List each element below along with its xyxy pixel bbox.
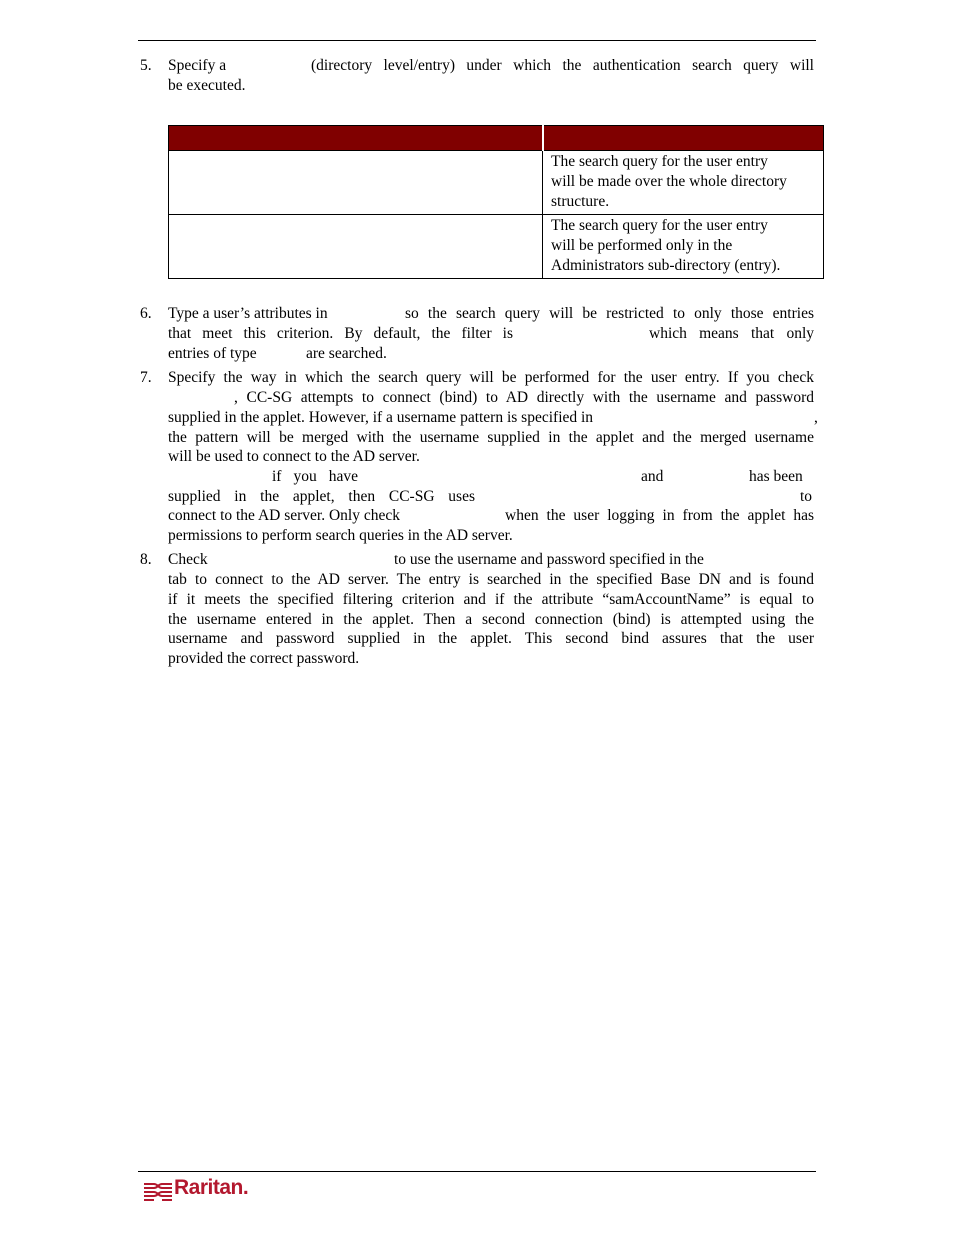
step-6-text: so the search query will be restricted to only those entries: [405, 305, 814, 322]
step-7-text: when the user logging in from the applet has: [505, 507, 814, 524]
step-7-text: if you have: [272, 468, 358, 485]
step-7-text: , CC-SG attempts to connect (bind) to AD directly with the username and password: [234, 389, 814, 406]
table-cell-example: [169, 151, 543, 215]
table-header-row: [169, 126, 824, 151]
step-7-text: Specify the way in which the search query will be performed for the user entry. If you check: [168, 369, 814, 386]
step-8-text: username and password supplied in the applet. This second bind assures that the user: [168, 630, 814, 647]
header-rule: [138, 40, 816, 41]
table-header-cell: [543, 126, 824, 151]
raritan-logo-text: Raritan.: [174, 1176, 249, 1199]
table-cell-description: The search query for the user entry will be made over the whole directory structure.: [543, 151, 824, 215]
step-6-text: are searched.: [306, 345, 387, 362]
step-6-text: entries of type: [168, 345, 257, 362]
table-header-cell: [169, 126, 543, 151]
step-7-text: supplied in the applet, then CC-SG uses: [168, 488, 475, 505]
step-8-text: to use the username and password specified in the: [394, 551, 704, 568]
step-8-number: 8.: [140, 551, 152, 568]
step-7-number: 7.: [140, 369, 152, 386]
step-8-text: Check: [168, 551, 208, 568]
step-7-text: permissions to perform search queries in the AD server.: [168, 527, 513, 544]
step-5-number: 5.: [140, 57, 152, 74]
step-6-text: Type a user’s attributes in: [168, 305, 328, 322]
step-7-text: has been: [749, 468, 803, 485]
step-6-text: that meet this criterion. By default, the filter is: [168, 325, 513, 342]
step-7-text: connect to the AD server. Only check: [168, 507, 400, 524]
table-cell-description: The search query for the user entry will be performed only in the Administrators sub-directory (entry).: [543, 215, 824, 279]
step-5-text: Specify a: [168, 57, 227, 74]
table-row: [169, 215, 824, 279]
search-scope-table: [168, 125, 824, 279]
step-7-text: and: [641, 468, 664, 485]
step-7-text: supplied in the applet. However, if a username pattern is specified in: [168, 409, 594, 426]
step-6-number: 6.: [140, 305, 152, 322]
step-5-text: (directory level/entry) under which the authentication search query will: [311, 57, 814, 74]
table-row: [169, 151, 824, 215]
step-8-text: if it meets the specified filtering criterion and if the attribute “samAccountName” is equal to: [168, 591, 814, 608]
step-5-text: be executed.: [168, 77, 246, 94]
footer-rule: [138, 1171, 816, 1172]
step-8-text: provided the correct password.: [168, 650, 360, 667]
step-7-text: ,: [814, 409, 818, 426]
step-7-text: the pattern will be merged with the username supplied in the applet and the merged username: [168, 429, 814, 446]
table-cell-example: [169, 215, 543, 279]
step-8-text: tab to connect to the AD server. The entry is searched in the specified Base DN and is found: [168, 571, 814, 588]
step-7-text: will be used to connect to the AD server.: [168, 448, 420, 465]
step-6-text: which means that only: [649, 325, 814, 342]
step-8-text: the username entered in the applet. Then a second connection (bind) is attempted using the: [168, 611, 814, 628]
step-7-text: to: [800, 488, 813, 505]
raritan-logo-icon: [142, 1180, 174, 1202]
